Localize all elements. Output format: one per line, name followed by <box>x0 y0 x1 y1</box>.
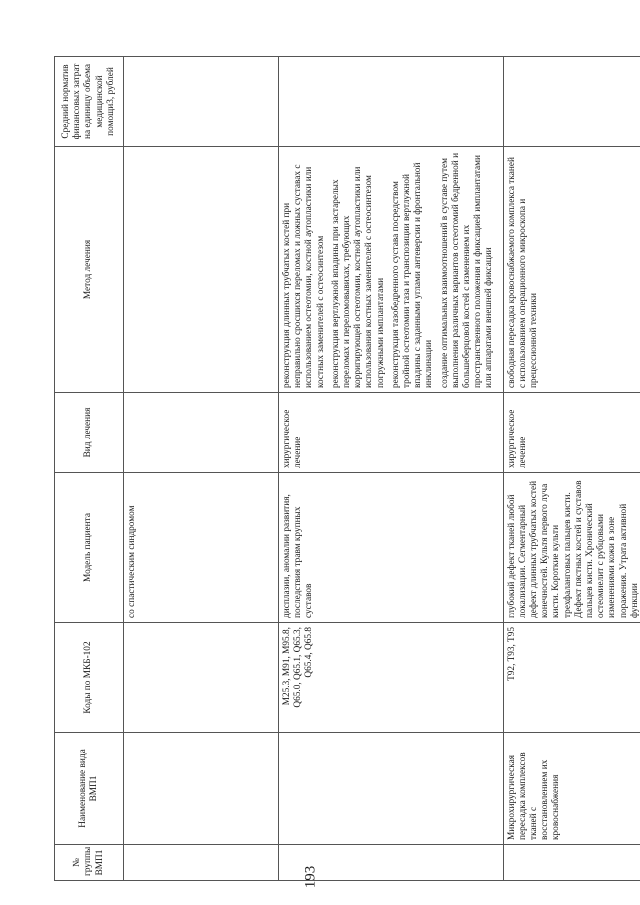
method-item: реконструкция длинных трубчатых костей при неправильно сросшихся переломах и ложных суставах с использованием остеотомии, костной аутопластики или костных заменителей с остеосинтезом <box>282 164 326 388</box>
cell-cost <box>124 57 279 147</box>
method-item: создание оптимальных взаимоотношений в суставе путем выполнения различных вариантов остеотомий бедренной и большеберцовой костей с изменением их пространственного положения и фиксацией имплантатами или аппаратами внешней фиксации <box>439 152 495 388</box>
cell-cost <box>279 57 504 147</box>
header-name: Наименование вида ВМП1 <box>55 733 124 845</box>
cell-name <box>279 733 504 845</box>
page-number: 193 <box>302 865 319 889</box>
cell-model: дисплазии, аномалии развития, последствия травм крупных суставов <box>279 473 504 623</box>
header-group: № группы ВМП1 <box>55 845 124 881</box>
method-item: реконструкция вертлужной впадины при застарелых переломах и переломовывихах, требующих корригирующей остеотомии, костной аутопластики или использования костных заменителей с остеосинтезом погружными имплантатами <box>330 166 386 388</box>
cell-group <box>279 845 504 881</box>
header-method: Метод лечения <box>55 147 124 393</box>
cell-codes: T92, T93, T95 <box>503 623 640 733</box>
cell-group <box>503 845 640 881</box>
method-item: реконструкция тазобедренного сустава посредством тройной остеотомии таза и транспозиции вертлужной впадины с заданными углами антеверсии и фронтальной инклинации <box>390 162 435 388</box>
method-item: свободная пересадка кровоснабжаемого комплекса тканей с использованием операционного микроскопа и прецессионной техники <box>506 157 540 388</box>
header-codes: Коды по МКБ-102 <box>55 623 124 733</box>
cell-kind: хирургическое лечение <box>279 393 504 473</box>
cell-method <box>279 147 504 393</box>
cell-model: со спастическим синдромом <box>124 473 279 623</box>
cell-kind: хирургическое лечение <box>503 393 640 473</box>
cell-model: глубокий дефект тканей любой локализации. Сегментарный дефект длинных трубчатых костей конечностей. Культя первого луча кисти. Короткие культи трехфаланговых пальцев кисти. Дефект пястных костей и суставов пальцев кисти. Хронический остеомиелит с рубцовыми изменениями кожи в зоне поражения. Утрата активной функции <box>503 473 640 623</box>
cell-group <box>124 845 279 881</box>
cell-method <box>124 147 279 393</box>
rotated-page-content <box>54 57 640 881</box>
header-model: Модель пациента <box>55 473 124 623</box>
cell-cost <box>503 57 640 147</box>
cell-kind <box>124 393 279 473</box>
table-row <box>279 57 504 881</box>
cell-codes <box>124 623 279 733</box>
table-row <box>124 57 279 881</box>
cell-method <box>503 147 640 393</box>
header-cost: Средний норматив финансовых затрат на единицу объема медицинской помощи3, рублей <box>55 57 124 147</box>
cell-codes: M25.3, M91, M95.8, Q65.0, Q65.1, Q65.3, Q65.4, Q65.8 <box>279 623 504 733</box>
header-kind: Вид лечения <box>55 393 124 473</box>
table-row <box>503 57 640 881</box>
vmp-table <box>54 56 640 881</box>
cell-name: Микрохирургическая пересадка комплексов тканей с восстановлением их кровоснабжения <box>503 733 640 845</box>
table-header-row <box>55 57 124 881</box>
cell-name <box>124 733 279 845</box>
